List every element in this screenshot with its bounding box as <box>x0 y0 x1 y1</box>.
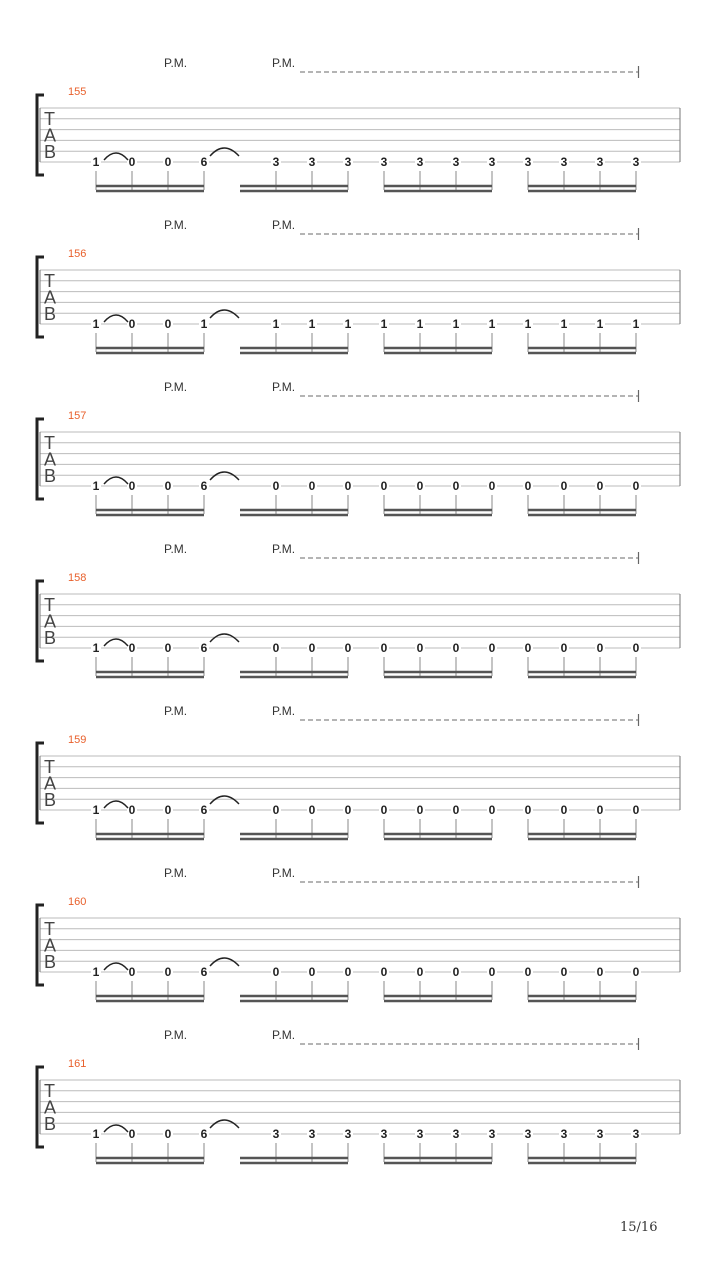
fret-number: 1 <box>272 317 280 331</box>
fret-number: 0 <box>632 479 640 493</box>
palm-mute-label: P.M. <box>164 56 188 70</box>
fret-number: 3 <box>452 1127 460 1141</box>
fret-number: 0 <box>164 965 172 979</box>
tab-system-158 <box>37 542 680 677</box>
fret-number: 0 <box>632 803 640 817</box>
fret-number: 1 <box>92 479 100 493</box>
fret-number: 0 <box>452 479 460 493</box>
fret-number: 1 <box>380 317 388 331</box>
fret-number: 1 <box>92 317 100 331</box>
fret-number: 6 <box>200 155 208 169</box>
tab-clef-letter: A <box>44 449 57 470</box>
tab-clef-letter: A <box>44 125 57 146</box>
measure-number: 155 <box>68 86 87 98</box>
fret-number: 0 <box>308 803 316 817</box>
tie-arc <box>210 796 239 804</box>
tie-arc <box>210 1120 239 1128</box>
fret-number: 3 <box>632 155 640 169</box>
fret-number: 3 <box>272 155 280 169</box>
measure-number: 156 <box>68 248 87 260</box>
fret-number: 6 <box>200 965 208 979</box>
fret-number: 3 <box>596 155 604 169</box>
tab-system-156 <box>37 218 680 353</box>
fret-number: 0 <box>344 479 352 493</box>
fret-number: 0 <box>344 641 352 655</box>
palm-mute-label: P.M. <box>272 866 296 880</box>
tab-clef-letter: B <box>44 790 57 810</box>
fret-number: 1 <box>92 965 100 979</box>
tab-clef-letter: T <box>44 919 55 939</box>
fret-number: 0 <box>524 803 532 817</box>
tab-clef-letter: B <box>44 628 57 648</box>
fret-number: 0 <box>596 803 604 817</box>
slur-arc <box>104 1125 128 1132</box>
fret-number: 6 <box>200 479 208 493</box>
fret-number: 0 <box>416 965 424 979</box>
fret-number: 3 <box>596 1127 604 1141</box>
fret-number: 0 <box>416 641 424 655</box>
tab-clef-letter: A <box>44 287 57 308</box>
tab-clef-letter: B <box>44 142 57 162</box>
fret-number: 3 <box>416 1127 424 1141</box>
tab-clef-letter: T <box>44 1081 55 1101</box>
palm-mute-label: P.M. <box>272 542 296 556</box>
fret-number: 0 <box>308 479 316 493</box>
fret-number: 1 <box>632 317 640 331</box>
tie-arc <box>210 310 239 318</box>
fret-number: 1 <box>488 317 496 331</box>
fret-number: 0 <box>632 965 640 979</box>
fret-number: 1 <box>92 155 100 169</box>
fret-number: 1 <box>524 317 532 331</box>
fret-number: 1 <box>200 317 208 331</box>
tab-clef-letter: A <box>44 1097 57 1118</box>
fret-number: 0 <box>164 317 172 331</box>
fret-number: 0 <box>128 479 136 493</box>
fret-number: 0 <box>488 479 496 493</box>
fret-number: 1 <box>92 803 100 817</box>
fret-number: 0 <box>164 1127 172 1141</box>
palm-mute-label: P.M. <box>164 1028 188 1042</box>
fret-number: 0 <box>164 803 172 817</box>
palm-mute-label: P.M. <box>272 56 296 70</box>
fret-number: 0 <box>380 641 388 655</box>
fret-number: 0 <box>524 641 532 655</box>
fret-number: 0 <box>452 965 460 979</box>
fret-number: 0 <box>308 641 316 655</box>
fret-number: 0 <box>596 641 604 655</box>
fret-number: 0 <box>128 641 136 655</box>
slur-arc <box>104 963 128 970</box>
palm-mute-label: P.M. <box>164 866 188 880</box>
tab-system-157 <box>37 380 680 515</box>
fret-number: 1 <box>92 641 100 655</box>
fret-number: 0 <box>164 641 172 655</box>
fret-number: 0 <box>128 803 136 817</box>
fret-number: 0 <box>560 479 568 493</box>
tab-system-155 <box>37 56 680 191</box>
fret-number: 6 <box>200 641 208 655</box>
fret-number: 0 <box>272 803 280 817</box>
slur-arc <box>104 315 128 322</box>
fret-number: 3 <box>452 155 460 169</box>
fret-number: 0 <box>272 479 280 493</box>
fret-number: 0 <box>380 965 388 979</box>
fret-number: 0 <box>128 1127 136 1141</box>
slur-arc <box>104 477 128 484</box>
fret-number: 0 <box>128 317 136 331</box>
palm-mute-label: P.M. <box>164 218 188 232</box>
fret-number: 3 <box>560 155 568 169</box>
slur-arc <box>104 639 128 646</box>
fret-number: 0 <box>416 479 424 493</box>
fret-number: 1 <box>92 1127 100 1141</box>
fret-number: 1 <box>344 317 352 331</box>
fret-number: 0 <box>344 965 352 979</box>
fret-number: 0 <box>488 965 496 979</box>
palm-mute-label: P.M. <box>272 218 296 232</box>
fret-number: 0 <box>344 803 352 817</box>
fret-number: 3 <box>560 1127 568 1141</box>
palm-mute-label: P.M. <box>164 380 188 394</box>
palm-mute-label: P.M. <box>272 1028 296 1042</box>
tab-clef-letter: B <box>44 952 57 972</box>
fret-number: 3 <box>488 1127 496 1141</box>
fret-number: 6 <box>200 803 208 817</box>
fret-number: 3 <box>308 1127 316 1141</box>
fret-number: 1 <box>416 317 424 331</box>
tab-clef-letter: T <box>44 109 55 129</box>
fret-number: 0 <box>308 965 316 979</box>
fret-number: 0 <box>596 479 604 493</box>
fret-number: 0 <box>524 479 532 493</box>
fret-number: 3 <box>524 155 532 169</box>
fret-number: 0 <box>596 965 604 979</box>
tab-clef-letter: A <box>44 935 57 956</box>
tab-clef-letter: A <box>44 773 57 794</box>
fret-number: 3 <box>524 1127 532 1141</box>
fret-number: 0 <box>128 965 136 979</box>
fret-number: 3 <box>344 1127 352 1141</box>
fret-number: 1 <box>308 317 316 331</box>
measure-number: 160 <box>68 896 87 908</box>
fret-number: 3 <box>380 1127 388 1141</box>
measure-number: 158 <box>68 572 87 584</box>
fret-number: 0 <box>452 803 460 817</box>
tab-system-160 <box>37 866 680 1001</box>
fret-number: 0 <box>380 803 388 817</box>
fret-number: 0 <box>164 155 172 169</box>
fret-number: 0 <box>128 155 136 169</box>
fret-number: 1 <box>452 317 460 331</box>
palm-mute-label: P.M. <box>272 380 296 394</box>
tie-arc <box>210 958 239 966</box>
fret-number: 3 <box>344 155 352 169</box>
fret-number: 3 <box>416 155 424 169</box>
fret-number: 3 <box>488 155 496 169</box>
fret-number: 0 <box>488 641 496 655</box>
slur-arc <box>104 801 128 808</box>
fret-number: 6 <box>200 1127 208 1141</box>
tab-clef-letter: B <box>44 1114 57 1134</box>
tab-clef-letter: T <box>44 595 55 615</box>
tab-clef-letter: B <box>44 304 57 324</box>
tab-clef-letter: T <box>44 757 55 777</box>
tab-clef-letter: A <box>44 611 57 632</box>
fret-number: 0 <box>560 965 568 979</box>
fret-number: 0 <box>560 641 568 655</box>
fret-number: 0 <box>416 803 424 817</box>
palm-mute-label: P.M. <box>164 542 188 556</box>
fret-number: 0 <box>380 479 388 493</box>
fret-number: 0 <box>488 803 496 817</box>
fret-number: 0 <box>272 641 280 655</box>
fret-number: 0 <box>560 803 568 817</box>
fret-number: 0 <box>272 965 280 979</box>
tie-arc <box>210 634 239 642</box>
fret-number: 3 <box>272 1127 280 1141</box>
palm-mute-label: P.M. <box>164 704 188 718</box>
fret-number: 0 <box>164 479 172 493</box>
measure-number: 157 <box>68 410 87 422</box>
fret-number: 0 <box>452 641 460 655</box>
fret-number: 3 <box>308 155 316 169</box>
tie-arc <box>210 148 239 156</box>
fret-number: 3 <box>632 1127 640 1141</box>
fret-number: 0 <box>524 965 532 979</box>
tab-clef-letter: T <box>44 271 55 291</box>
fret-number: 3 <box>380 155 388 169</box>
slur-arc <box>104 153 128 160</box>
tab-system-161 <box>37 1028 680 1163</box>
fret-number: 1 <box>560 317 568 331</box>
tab-clef-letter: T <box>44 433 55 453</box>
measure-number: 161 <box>68 1058 87 1070</box>
measure-number: 159 <box>68 734 87 746</box>
tie-arc <box>210 472 239 480</box>
tab-clef-letter: B <box>44 466 57 486</box>
palm-mute-label: P.M. <box>272 704 296 718</box>
fret-number: 0 <box>632 641 640 655</box>
tab-system-159 <box>37 704 680 839</box>
page-number: 15/16 <box>620 1220 658 1235</box>
fret-number: 1 <box>596 317 604 331</box>
